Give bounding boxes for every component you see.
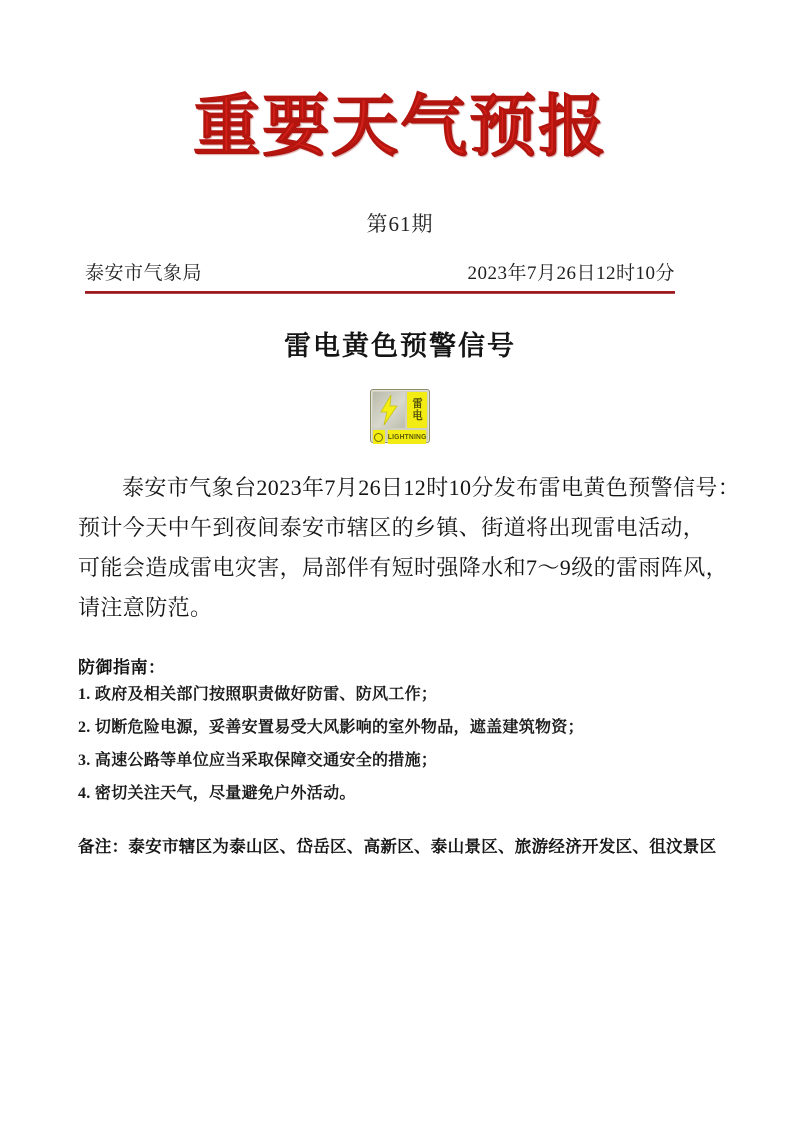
masthead (0, 92, 800, 162)
body-line: 可能会造成雷电灾害，局部伴有短时强降水和7～9级的雷雨阵风， (78, 555, 729, 580)
issue-datetime: 2023年7月26日12时10分 (467, 263, 675, 284)
lightning-yellow-warning-icon (370, 389, 430, 443)
defense-guidelines-heading: 防御指南： (78, 658, 166, 677)
warning-icon-cn-char-top: 雷 (411, 397, 423, 410)
warning-icon-bottom-row (373, 430, 427, 444)
warning-icon-badge (373, 430, 385, 444)
warning-icon-bolt-cell (373, 392, 405, 428)
page-title: 重要天气预报 (193, 90, 607, 164)
lightning-bolt-icon (378, 395, 400, 425)
header-divider (85, 291, 675, 294)
guideline-item: 4. 密切关注天气，尽量避免户外活动。 (78, 785, 356, 802)
bulletin-body (78, 468, 741, 628)
guideline-item: 2. 切断危险电源，妥善安置易受大风影响的室外物品，遮盖建筑物资； (78, 719, 584, 736)
guideline-item: 3. 高速公路等单位应当采取保障交通安全的措施； (78, 752, 438, 769)
warning-icon-top-row (373, 392, 427, 428)
guideline-item: 1. 政府及相关部门按照职责做好防雷、防风工作； (78, 686, 438, 703)
remarks-line: 备注：泰安市辖区为泰山区、岱岳区、高新区、泰山景区、旅游经济开发区、徂汶景区 (78, 837, 717, 856)
bulletin-meta-row (85, 258, 675, 285)
issue-number: 第61期 (366, 212, 434, 236)
warning-icon-container (0, 389, 800, 447)
issuing-office: 泰安市气象局 (85, 263, 203, 284)
warning-signal-title: 雷电黄色预警信号 (284, 331, 516, 361)
defense-guidelines (78, 653, 726, 819)
circle-icon (374, 433, 383, 442)
warning-icon-cn-panel (407, 392, 427, 428)
body-line: 预计今天中午到夜间泰安市辖区的乡镇、街道将出现雷电活动， (78, 515, 706, 540)
warning-icon-en-label: LIGHTNING (388, 430, 427, 444)
body-line: 请注意防范。 (78, 595, 213, 620)
body-line: 泰安市气象台2023年7月26日12时10分发布雷电黄色预警信号： (122, 475, 741, 500)
warning-icon-cn-char-bottom: 电 (411, 409, 423, 422)
